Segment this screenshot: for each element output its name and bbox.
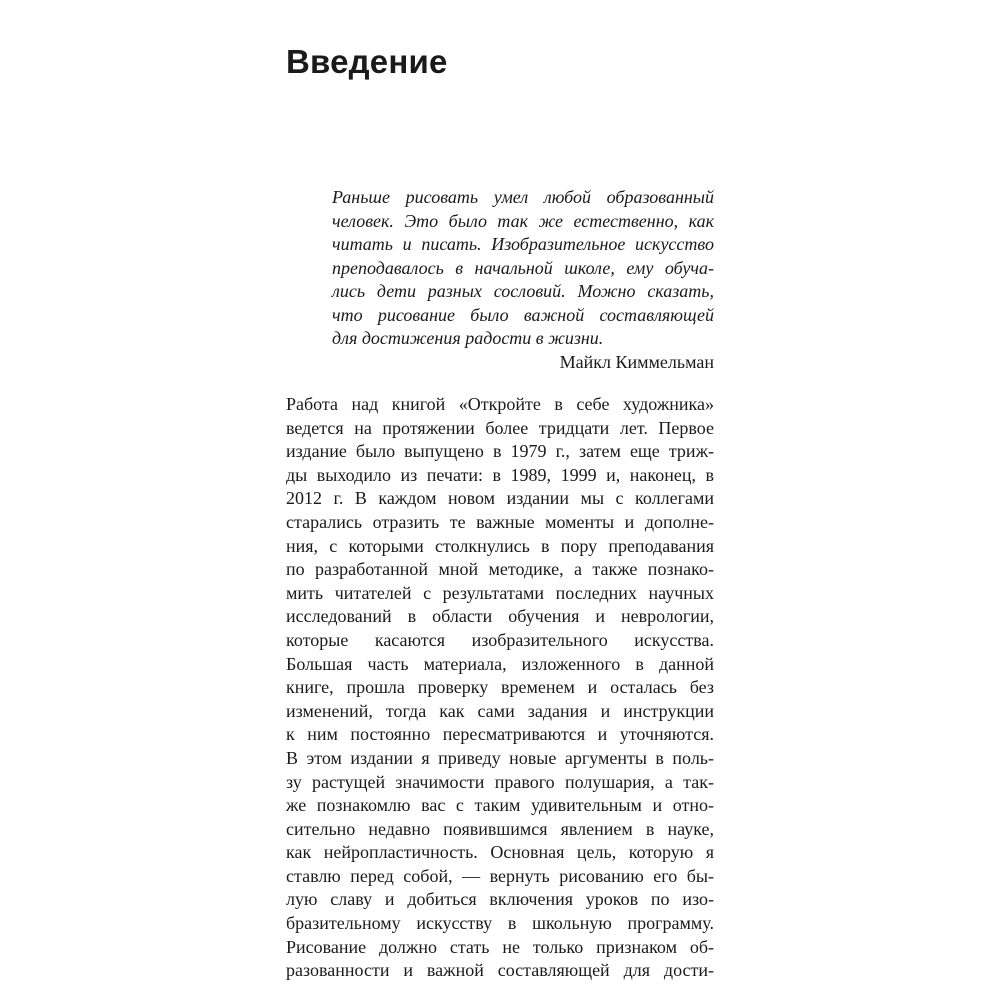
body-line: лую славу и добиться включения уроков по изо- — [286, 889, 714, 910]
epigraph-line: для достижения радости в жизни. — [332, 328, 604, 348]
body-line: мить читателей с результатами последних научных — [286, 582, 714, 603]
body-line: Рисование должно стать не только признаком об- — [286, 936, 714, 957]
body-line: издание было выпущено в 1979 г., затем еще триж- — [286, 441, 714, 462]
body-paragraph — [286, 393, 714, 983]
body-line: Большая часть материала, изложенного в данной — [286, 653, 714, 674]
epigraph — [332, 186, 714, 374]
body-line: исследований в области обучения и неврологии, — [286, 606, 714, 627]
body-line: бразительному искусству в школьную программу. — [286, 913, 714, 934]
epigraph-line: человек. Это было так же естественно, как — [332, 210, 714, 231]
body-line: ды выходило из печати: в 1989, 1999 и, наконец, в — [286, 464, 714, 485]
chapter-heading: Введение — [286, 43, 448, 80]
body-line: разованности и важной составляющей для дости- — [286, 960, 714, 981]
body-line: же познакомлю вас с таким удивительным и отно- — [286, 795, 714, 816]
body-line: к ним постоянно пересматриваются и уточняются. — [286, 724, 714, 745]
epigraph-line: что рисование было важной составляющей — [332, 304, 714, 325]
epigraph-line: читать и писать. Изобразительное искусство — [332, 234, 714, 254]
body-line: изменений, тогда как сами задания и инструкции — [286, 700, 714, 721]
body-line: которые касаются изобразительного искусства. — [286, 629, 714, 650]
body-line: как нейропластичность. Основная цель, которую я — [286, 842, 714, 863]
body-line: Работа над книгой «Откройте в себе художника» — [286, 394, 714, 414]
body-line: 2012 г. В каждом новом издании мы с коллегами — [286, 488, 714, 509]
epigraph-author: Майкл Киммельман — [559, 351, 714, 372]
body-line: по разработанной мной методике, а также познако- — [286, 559, 714, 580]
body-line: ния, с которыми столкнулись в пору преподавания — [286, 535, 714, 556]
body-line: В этом издании я приведу новые аргументы в поль- — [286, 747, 714, 768]
epigraph-line: преподавалось в начальной школе, ему обуча- — [332, 257, 714, 278]
body-line: старались отразить те важные моменты и дополне- — [286, 511, 714, 532]
epigraph-line: Раньше рисовать умел любой образованный — [332, 187, 714, 207]
body-line: ставлю перед собой, — вернуть рисованию его бы- — [286, 865, 714, 886]
body-line: книге, прошла проверку временем и осталась без — [286, 677, 714, 698]
body-line: зу растущей значимости правого полушария, а так- — [286, 771, 714, 792]
body-line: сительно недавно появившимся явлением в науке, — [286, 818, 714, 839]
body-line: ведется на протяжении более тридцати лет. Первое — [286, 417, 714, 438]
epigraph-line: лись дети разных сословий. Можно сказать, — [332, 281, 714, 301]
